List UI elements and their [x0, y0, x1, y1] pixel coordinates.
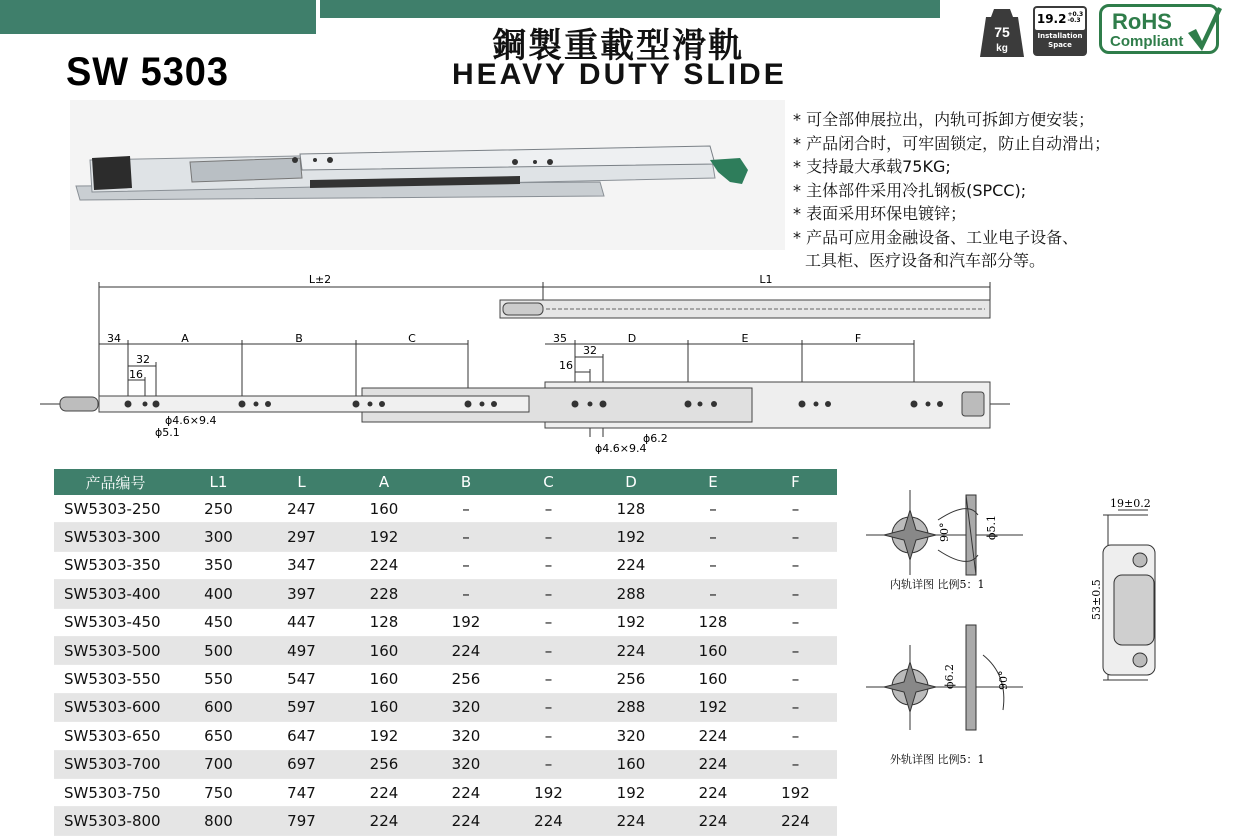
table-cell: SW5303-250: [54, 495, 177, 523]
table-cell: –: [507, 665, 590, 693]
hole-label-3: ϕ6.2: [643, 432, 668, 445]
feature-item: * 主体部件采用冷扎钢板(SPCC);: [793, 180, 1027, 200]
table-row: [54, 523, 837, 551]
table-cell: SW5303-700: [54, 750, 177, 778]
feature-item: * 表面采用环保电镀锌；: [793, 204, 967, 223]
dim-16a: 16: [129, 368, 143, 381]
outer-hole-dim: ϕ6.2: [943, 664, 956, 689]
table-cell: 500: [177, 636, 260, 664]
dim-35: 35: [553, 332, 567, 345]
table-cell: 247: [260, 495, 343, 523]
table-cell: 700: [177, 750, 260, 778]
table-cell: 192: [507, 778, 590, 806]
col-header: L1: [177, 469, 260, 495]
table-cell: 224: [507, 807, 590, 835]
table-cell: 224: [754, 807, 837, 835]
table-cell: –: [507, 580, 590, 608]
hole-label-2: ϕ5.1: [155, 426, 180, 439]
table-cell: 497: [260, 636, 343, 664]
table-row: [54, 693, 837, 721]
table-row: [54, 665, 837, 693]
col-header: F: [754, 469, 837, 495]
table-cell: 192: [343, 722, 425, 750]
table-cell: 160: [343, 636, 425, 664]
table-cell: 224: [590, 636, 672, 664]
table-cell: –: [507, 750, 590, 778]
table-cell: 450: [177, 608, 260, 636]
col-header: 产品编号: [54, 469, 177, 495]
dim-F: F: [854, 332, 862, 345]
hole-label-1: ϕ4.6×9.4: [165, 414, 217, 427]
table-cell: 320: [425, 693, 507, 721]
table-cell: –: [754, 523, 837, 551]
table-cell: 128: [590, 495, 672, 523]
table-cell: SW5303-600: [54, 693, 177, 721]
table-cell: 547: [260, 665, 343, 693]
table-cell: –: [425, 523, 507, 551]
table-cell: 256: [343, 750, 425, 778]
rohs-badge: [1099, 4, 1219, 54]
table-cell: 128: [343, 608, 425, 636]
table-cell: –: [672, 551, 754, 579]
space-tol-minus: -0.3: [1067, 17, 1081, 24]
table-row: [54, 551, 837, 579]
table-cell: –: [507, 495, 590, 523]
table-cell: 797: [260, 807, 343, 835]
table-row: [54, 778, 837, 806]
table-cell: SW5303-400: [54, 580, 177, 608]
table-cell: –: [507, 722, 590, 750]
table-cell: –: [754, 495, 837, 523]
table-cell: 597: [260, 693, 343, 721]
table-cell: 224: [425, 636, 507, 664]
feature-item: * 产品闭合时，可牢固锁定，防止自动滑出；: [793, 133, 1111, 153]
col-header: C: [507, 469, 590, 495]
outer-rail-hole-icon: [884, 662, 936, 712]
table-row: [54, 608, 837, 636]
table-cell: 550: [177, 665, 260, 693]
table-cell: 192: [343, 523, 425, 551]
table-cell: –: [754, 551, 837, 579]
table-cell: 160: [590, 750, 672, 778]
feature-item: * 支持最大承载75KG;: [793, 157, 951, 176]
table-cell: 224: [590, 551, 672, 579]
table-cell: –: [754, 608, 837, 636]
load-weight-icon: [980, 5, 1024, 57]
space-tol-plus: +0.3: [1067, 11, 1084, 18]
table-cell: 160: [672, 636, 754, 664]
table-cell: –: [507, 608, 590, 636]
table-cell: –: [754, 693, 837, 721]
table-cell: –: [507, 551, 590, 579]
table-cell: 447: [260, 608, 343, 636]
table-row: [54, 722, 837, 750]
table-cell: 224: [343, 807, 425, 835]
table-cell: 192: [425, 608, 507, 636]
table-cell: –: [425, 551, 507, 579]
feature-item: * 可全部伸展拉出，内轨可拆卸方便安装；: [793, 110, 1095, 129]
table-cell: –: [754, 750, 837, 778]
table-cell: 224: [343, 778, 425, 806]
table-row: [54, 750, 837, 778]
table-cell: 160: [343, 665, 425, 693]
table-cell: –: [425, 495, 507, 523]
table-cell: SW5303-800: [54, 807, 177, 835]
table-cell: –: [754, 722, 837, 750]
outer-rail-caption: 外轨详图 比例5：1: [890, 753, 985, 766]
space-value: 19.2: [1036, 12, 1067, 26]
table-cell: SW5303-650: [54, 722, 177, 750]
table-cell: SW5303-450: [54, 608, 177, 636]
table-row: [54, 495, 837, 523]
table-cell: 128: [672, 608, 754, 636]
slide-technical-drawing: [0, 262, 1233, 462]
dim-D: D: [627, 332, 637, 345]
table-row: [54, 636, 837, 664]
table-cell: 256: [590, 665, 672, 693]
table-cell: 224: [672, 807, 754, 835]
table-cell: –: [507, 523, 590, 551]
table-cell: 224: [425, 778, 507, 806]
table-cell: 288: [590, 580, 672, 608]
load-unit: kg: [996, 43, 1008, 54]
table-cell: 160: [343, 693, 425, 721]
col-header: B: [425, 469, 507, 495]
table-row: [54, 807, 837, 835]
col-header: L: [260, 469, 343, 495]
col-header: E: [672, 469, 754, 495]
inner-hole-dim: ϕ5.1: [985, 515, 998, 540]
table-cell: –: [507, 636, 590, 664]
checkmark-icon: [1186, 5, 1222, 53]
table-cell: 192: [590, 778, 672, 806]
table-cell: 192: [754, 778, 837, 806]
table-cell: –: [754, 580, 837, 608]
profile-height: 53±0.5: [1090, 579, 1103, 620]
load-value: 75: [994, 24, 1010, 40]
table-cell: 600: [177, 693, 260, 721]
spec-table: [54, 469, 837, 836]
table-cell: SW5303-350: [54, 551, 177, 579]
table-cell: 192: [590, 608, 672, 636]
table-cell: 650: [177, 722, 260, 750]
rail-detail-drawings: [858, 480, 1228, 825]
dim-A: A: [181, 332, 189, 345]
inner-angle: 90°: [938, 522, 951, 542]
space-label-2: Space: [1048, 41, 1072, 49]
table-cell: 224: [672, 778, 754, 806]
table-cell: 300: [177, 523, 260, 551]
table-cell: 160: [672, 665, 754, 693]
table-cell: 400: [177, 580, 260, 608]
feature-item: 工具柜、医疗设备和汽车部分等。: [805, 251, 1046, 270]
title-english: HEAVY DUTY SLIDE: [452, 58, 787, 91]
table-cell: 697: [260, 750, 343, 778]
table-cell: –: [672, 495, 754, 523]
table-cell: 800: [177, 807, 260, 835]
rohs-line2: Compliant: [1110, 33, 1184, 50]
table-cell: –: [672, 580, 754, 608]
rohs-line1: RoHS: [1112, 9, 1172, 34]
feature-list: [793, 108, 1110, 273]
product-photo: [70, 100, 785, 250]
feature-item: * 产品可应用金融设备、工业电子设备、: [793, 227, 1079, 247]
table-cell: –: [672, 523, 754, 551]
table-cell: SW5303-300: [54, 523, 177, 551]
table-cell: 350: [177, 551, 260, 579]
dim-32a: 32: [136, 353, 150, 366]
table-header-row: [54, 469, 837, 495]
table-cell: 224: [672, 750, 754, 778]
table-cell: –: [425, 580, 507, 608]
table-cell: 160: [343, 495, 425, 523]
title-chinese: 鋼製重載型滑軌: [492, 26, 744, 66]
profile-width: 19±0.2: [1110, 497, 1151, 510]
table-cell: –: [507, 693, 590, 721]
installation-space-badge: [1033, 6, 1087, 56]
table-cell: 224: [672, 722, 754, 750]
dim-34: 34: [107, 332, 121, 345]
header-bar-left: [0, 0, 316, 34]
dim-L1: L1: [759, 273, 773, 286]
table-cell: 320: [425, 750, 507, 778]
table-cell: 224: [590, 807, 672, 835]
table-cell: SW5303-550: [54, 665, 177, 693]
table-cell: 747: [260, 778, 343, 806]
table-cell: 320: [425, 722, 507, 750]
table-cell: 347: [260, 551, 343, 579]
table-cell: 256: [425, 665, 507, 693]
table-row: [54, 580, 837, 608]
outer-angle: 90°: [997, 670, 1010, 690]
table-cell: 297: [260, 523, 343, 551]
header-bar-right: [320, 0, 940, 18]
table-cell: 647: [260, 722, 343, 750]
dim-B: B: [295, 332, 303, 345]
table-cell: 228: [343, 580, 425, 608]
dim-16b: 16: [559, 359, 573, 372]
table-cell: SW5303-750: [54, 778, 177, 806]
table-cell: 224: [343, 551, 425, 579]
inner-rail-hole-icon: [884, 510, 936, 560]
dim-L: L±2: [308, 273, 332, 286]
model-number: SW 5303: [66, 50, 229, 94]
table-cell: 250: [177, 495, 260, 523]
table-cell: 192: [672, 693, 754, 721]
table-cell: 288: [590, 693, 672, 721]
space-label-1: Installation: [1037, 32, 1083, 40]
dim-E: E: [741, 332, 749, 345]
col-header: D: [590, 469, 672, 495]
table-cell: 320: [590, 722, 672, 750]
table-cell: 397: [260, 580, 343, 608]
table-cell: SW5303-500: [54, 636, 177, 664]
table-cell: 224: [425, 807, 507, 835]
table-cell: –: [754, 665, 837, 693]
table-cell: 750: [177, 778, 260, 806]
hole-label-4: ϕ4.6×9.4: [595, 442, 647, 455]
inner-rail-caption: 内轨详图 比例5：1: [890, 578, 985, 591]
dim-32b: 32: [583, 344, 597, 357]
col-header: A: [343, 469, 425, 495]
dim-C: C: [408, 332, 416, 345]
table-cell: 192: [590, 523, 672, 551]
table-cell: –: [754, 636, 837, 664]
